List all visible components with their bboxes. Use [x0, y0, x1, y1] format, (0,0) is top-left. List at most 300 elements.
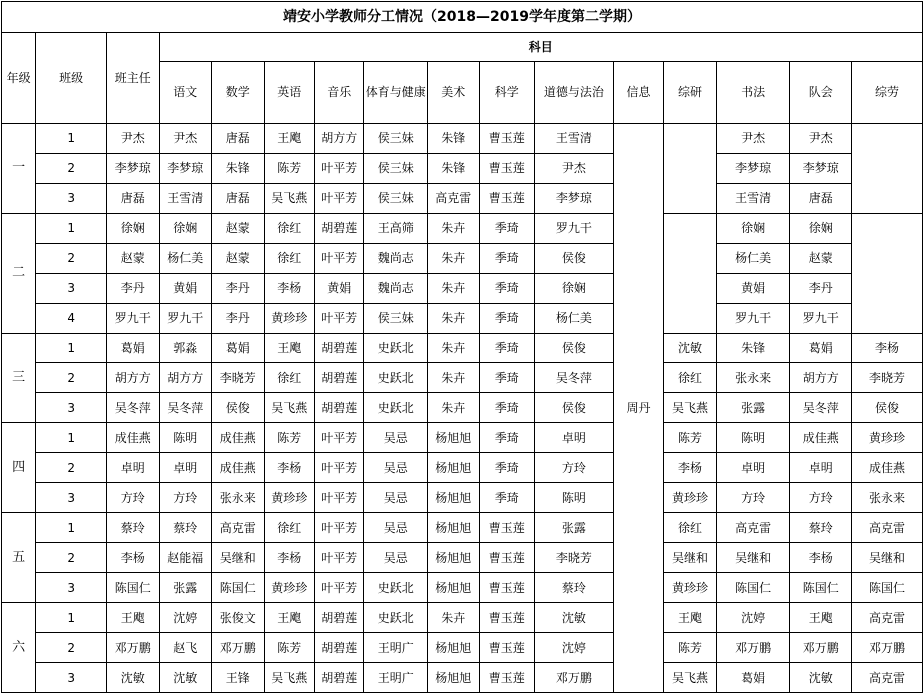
calligraphy-teacher: 李梦琼 [716, 153, 790, 183]
class-number: 1 [36, 513, 107, 543]
music-teacher: 叶平芳 [314, 183, 363, 213]
team-teacher: 唐磊 [790, 183, 852, 213]
art-teacher: 朱卉 [428, 243, 479, 273]
music-teacher: 黄娟 [314, 273, 363, 303]
art-teacher: 高克雷 [428, 183, 479, 213]
math-teacher: 葛娟 [212, 333, 265, 363]
grade-label: 一 [2, 123, 36, 213]
pe-teacher: 史跃北 [364, 363, 428, 393]
music-teacher: 胡方方 [314, 123, 363, 153]
science-teacher: 曹玉莲 [479, 513, 535, 543]
science-teacher: 曹玉莲 [479, 153, 535, 183]
pe-teacher: 侯三妹 [364, 153, 428, 183]
labor-teacher: 高克雷 [852, 663, 923, 693]
pe-teacher: 吴忌 [364, 543, 428, 573]
class-number: 2 [36, 153, 107, 183]
pe-teacher: 侯三妹 [364, 123, 428, 153]
calligraphy-teacher: 方玲 [716, 483, 790, 513]
subject-header: 科学 [479, 61, 535, 123]
pe-teacher: 王明广 [364, 663, 428, 693]
pe-teacher: 王高筛 [364, 213, 428, 243]
science-teacher: 曹玉莲 [479, 183, 535, 213]
table-row [2, 243, 923, 273]
chinese-teacher: 尹杰 [159, 123, 212, 153]
calligraphy-teacher: 张露 [716, 393, 790, 423]
chinese-teacher: 黄娟 [159, 273, 212, 303]
calligraphy-teacher: 沈婷 [716, 603, 790, 633]
research-teacher: 吴飞燕 [664, 663, 717, 693]
art-teacher: 朱卉 [428, 213, 479, 243]
class-number: 3 [36, 573, 107, 603]
head-teacher: 李丹 [107, 273, 160, 303]
calligraphy-teacher: 陈明 [716, 423, 790, 453]
math-teacher: 张永来 [212, 483, 265, 513]
head-teacher: 赵蒙 [107, 243, 160, 273]
class-number: 3 [36, 393, 107, 423]
art-teacher: 朱卉 [428, 273, 479, 303]
class-number: 3 [36, 183, 107, 213]
math-teacher: 李丹 [212, 303, 265, 333]
table-row [2, 573, 923, 603]
table-row [2, 483, 923, 513]
head-teacher: 卓明 [107, 453, 160, 483]
research-empty [664, 123, 717, 213]
pe-teacher: 吴忌 [364, 513, 428, 543]
grade-label: 二 [2, 213, 36, 333]
art-teacher: 杨旭旭 [428, 453, 479, 483]
english-teacher: 李杨 [264, 273, 314, 303]
class-number: 1 [36, 213, 107, 243]
math-teacher: 吴继和 [212, 543, 265, 573]
table-row [2, 603, 923, 633]
moral-teacher: 蔡玲 [535, 573, 614, 603]
labor-empty [852, 213, 923, 333]
header-grade: 年级 [2, 32, 36, 123]
science-teacher: 季琦 [479, 273, 535, 303]
research-teacher: 吴继和 [664, 543, 717, 573]
music-teacher: 叶平芳 [314, 453, 363, 483]
calligraphy-teacher: 陈国仁 [716, 573, 790, 603]
moral-teacher: 侯俊 [535, 333, 614, 363]
pe-teacher: 吴忌 [364, 423, 428, 453]
english-teacher: 吴飞燕 [264, 393, 314, 423]
pe-teacher: 史跃北 [364, 393, 428, 423]
science-teacher: 季琦 [479, 363, 535, 393]
calligraphy-teacher: 朱锋 [716, 333, 790, 363]
moral-teacher: 沈敏 [535, 603, 614, 633]
team-teacher: 沈敏 [790, 663, 852, 693]
team-teacher: 徐娴 [790, 213, 852, 243]
english-teacher: 黄珍珍 [264, 483, 314, 513]
music-teacher: 胡碧莲 [314, 393, 363, 423]
chinese-teacher: 赵能福 [159, 543, 212, 573]
science-teacher: 曹玉莲 [479, 603, 535, 633]
art-teacher: 朱卉 [428, 333, 479, 363]
team-teacher: 陈国仁 [790, 573, 852, 603]
subject-header: 综劳 [852, 61, 923, 123]
table-row [2, 633, 923, 663]
research-teacher: 陈芳 [664, 633, 717, 663]
chinese-teacher: 卓明 [159, 453, 212, 483]
labor-teacher: 张永来 [852, 483, 923, 513]
research-teacher: 徐红 [664, 363, 717, 393]
moral-teacher: 李晓芳 [535, 543, 614, 573]
english-teacher: 陈芳 [264, 153, 314, 183]
moral-teacher: 卓明 [535, 423, 614, 453]
research-teacher: 徐红 [664, 513, 717, 543]
subject-header: 音乐 [314, 61, 363, 123]
math-teacher: 唐磊 [212, 123, 265, 153]
table-row [2, 273, 923, 303]
research-teacher: 沈敏 [664, 333, 717, 363]
head-teacher: 陈国仁 [107, 573, 160, 603]
class-number: 2 [36, 363, 107, 393]
grade-label: 五 [2, 513, 36, 603]
chinese-teacher: 杨仁美 [159, 243, 212, 273]
math-teacher: 李晓芳 [212, 363, 265, 393]
head-teacher: 徐娴 [107, 213, 160, 243]
music-teacher: 叶平芳 [314, 543, 363, 573]
music-teacher: 胡碧莲 [314, 363, 363, 393]
research-teacher: 黄珍珍 [664, 483, 717, 513]
info-teacher: 周丹 [613, 123, 663, 692]
moral-teacher: 邓万鹏 [535, 663, 614, 693]
labor-teacher: 吴继和 [852, 543, 923, 573]
calligraphy-teacher: 葛娟 [716, 663, 790, 693]
labor-teacher: 邓万鹏 [852, 633, 923, 663]
grade-label: 三 [2, 333, 36, 423]
table-row [2, 153, 923, 183]
art-teacher: 杨旭旭 [428, 513, 479, 543]
music-teacher: 胡碧莲 [314, 213, 363, 243]
art-teacher: 杨旭旭 [428, 573, 479, 603]
head-teacher: 成佳燕 [107, 423, 160, 453]
music-teacher: 叶平芳 [314, 153, 363, 183]
moral-teacher: 侯俊 [535, 393, 614, 423]
grade-label: 四 [2, 423, 36, 513]
chinese-teacher: 方玲 [159, 483, 212, 513]
art-teacher: 朱卉 [428, 363, 479, 393]
science-teacher: 季琦 [479, 423, 535, 453]
subject-header: 英语 [264, 61, 314, 123]
chinese-teacher: 陈明 [159, 423, 212, 453]
math-teacher: 赵蒙 [212, 243, 265, 273]
class-number: 3 [36, 273, 107, 303]
pe-teacher: 吴忌 [364, 453, 428, 483]
science-teacher: 季琦 [479, 213, 535, 243]
calligraphy-teacher: 张永来 [716, 363, 790, 393]
head-teacher: 胡方方 [107, 363, 160, 393]
team-teacher: 吴冬萍 [790, 393, 852, 423]
team-teacher: 方玲 [790, 483, 852, 513]
labor-teacher: 侯俊 [852, 393, 923, 423]
class-number: 1 [36, 333, 107, 363]
table-row [2, 363, 923, 393]
header-head-teacher: 班主任 [107, 32, 160, 123]
head-teacher: 李梦琼 [107, 153, 160, 183]
art-teacher: 杨旭旭 [428, 663, 479, 693]
subject-header: 美术 [428, 61, 479, 123]
team-teacher: 罗九干 [790, 303, 852, 333]
pe-teacher: 吴忌 [364, 483, 428, 513]
music-teacher: 叶平芳 [314, 303, 363, 333]
science-teacher: 季琦 [479, 483, 535, 513]
class-number: 2 [36, 243, 107, 273]
team-teacher: 尹杰 [790, 123, 852, 153]
table-row [2, 183, 923, 213]
moral-teacher: 杨仁美 [535, 303, 614, 333]
music-teacher: 叶平芳 [314, 513, 363, 543]
science-teacher: 季琦 [479, 393, 535, 423]
team-teacher: 王飑 [790, 603, 852, 633]
science-teacher: 曹玉莲 [479, 663, 535, 693]
table-title: 靖安小学教师分工情况（2018—2019学年度第二学期） [2, 2, 923, 33]
labor-teacher: 高克雷 [852, 513, 923, 543]
english-teacher: 黄珍珍 [264, 573, 314, 603]
english-teacher: 徐红 [264, 513, 314, 543]
class-number: 3 [36, 663, 107, 693]
team-teacher: 李丹 [790, 273, 852, 303]
table-row [2, 663, 923, 693]
art-teacher: 朱卉 [428, 393, 479, 423]
art-teacher: 杨旭旭 [428, 543, 479, 573]
chinese-teacher: 沈敏 [159, 663, 212, 693]
team-teacher: 成佳燕 [790, 423, 852, 453]
pe-teacher: 史跃北 [364, 573, 428, 603]
labor-teacher: 黄珍珍 [852, 423, 923, 453]
labor-teacher: 李杨 [852, 333, 923, 363]
class-number: 2 [36, 453, 107, 483]
science-teacher: 季琦 [479, 453, 535, 483]
calligraphy-teacher: 杨仁美 [716, 243, 790, 273]
english-teacher: 吴飞燕 [264, 183, 314, 213]
head-teacher: 罗九干 [107, 303, 160, 333]
english-teacher: 陈芳 [264, 423, 314, 453]
head-teacher: 吴冬萍 [107, 393, 160, 423]
music-teacher: 胡碧莲 [314, 633, 363, 663]
labor-teacher: 陈国仁 [852, 573, 923, 603]
art-teacher: 杨旭旭 [428, 483, 479, 513]
pe-teacher: 侯三妹 [364, 303, 428, 333]
subject-header: 数学 [212, 61, 265, 123]
calligraphy-teacher: 吴继和 [716, 543, 790, 573]
class-number: 4 [36, 303, 107, 333]
head-teacher: 李杨 [107, 543, 160, 573]
chinese-teacher: 胡方方 [159, 363, 212, 393]
team-teacher: 蔡玲 [790, 513, 852, 543]
science-teacher: 季琦 [479, 243, 535, 273]
table-row [2, 423, 923, 453]
team-teacher: 李梦琼 [790, 153, 852, 183]
chinese-teacher: 赵飞 [159, 633, 212, 663]
head-teacher: 尹杰 [107, 123, 160, 153]
subject-header: 信息 [613, 61, 663, 123]
moral-teacher: 方玲 [535, 453, 614, 483]
class-number: 2 [36, 633, 107, 663]
moral-teacher: 王雪清 [535, 123, 614, 153]
math-teacher: 唐磊 [212, 183, 265, 213]
calligraphy-teacher: 王雪清 [716, 183, 790, 213]
english-teacher: 徐红 [264, 363, 314, 393]
header-subjects-group: 科目 [159, 32, 923, 61]
head-teacher: 唐磊 [107, 183, 160, 213]
table-row [2, 513, 923, 543]
pe-teacher: 王明广 [364, 633, 428, 663]
header-class: 班级 [36, 32, 107, 123]
science-teacher: 曹玉莲 [479, 633, 535, 663]
moral-teacher: 侯俊 [535, 243, 614, 273]
table-row [2, 393, 923, 423]
english-teacher: 李杨 [264, 453, 314, 483]
english-teacher: 陈芳 [264, 633, 314, 663]
art-teacher: 杨旭旭 [428, 423, 479, 453]
english-teacher: 王飑 [264, 603, 314, 633]
research-teacher: 陈芳 [664, 423, 717, 453]
research-teacher: 黄珍珍 [664, 573, 717, 603]
english-teacher: 李杨 [264, 543, 314, 573]
chinese-teacher: 李梦琼 [159, 153, 212, 183]
team-teacher: 葛娟 [790, 333, 852, 363]
music-teacher: 叶平芳 [314, 243, 363, 273]
chinese-teacher: 郭淼 [159, 333, 212, 363]
math-teacher: 李丹 [212, 273, 265, 303]
pe-teacher: 侯三妹 [364, 183, 428, 213]
math-teacher: 张俊文 [212, 603, 265, 633]
science-teacher: 曹玉莲 [479, 573, 535, 603]
head-teacher: 葛娟 [107, 333, 160, 363]
english-teacher: 黄珍珍 [264, 303, 314, 333]
subject-header: 队会 [790, 61, 852, 123]
pe-teacher: 魏尚志 [364, 273, 428, 303]
chinese-teacher: 蔡玲 [159, 513, 212, 543]
moral-teacher: 沈婷 [535, 633, 614, 663]
grade-label: 六 [2, 603, 36, 693]
english-teacher: 徐红 [264, 243, 314, 273]
moral-teacher: 尹杰 [535, 153, 614, 183]
subject-header: 语文 [159, 61, 212, 123]
table-row [2, 333, 923, 363]
calligraphy-teacher: 徐娴 [716, 213, 790, 243]
art-teacher: 朱卉 [428, 603, 479, 633]
head-teacher: 邓万鹏 [107, 633, 160, 663]
music-teacher: 胡碧莲 [314, 603, 363, 633]
music-teacher: 叶平芳 [314, 573, 363, 603]
calligraphy-teacher: 卓明 [716, 453, 790, 483]
math-teacher: 成佳燕 [212, 423, 265, 453]
team-teacher: 卓明 [790, 453, 852, 483]
science-teacher: 季琦 [479, 303, 535, 333]
team-teacher: 李杨 [790, 543, 852, 573]
research-teacher: 王飑 [664, 603, 717, 633]
moral-teacher: 罗九干 [535, 213, 614, 243]
math-teacher: 陈国仁 [212, 573, 265, 603]
math-teacher: 王锋 [212, 663, 265, 693]
subject-header: 书法 [716, 61, 790, 123]
subject-header: 道德与法治 [535, 61, 614, 123]
head-teacher: 王飑 [107, 603, 160, 633]
calligraphy-teacher: 高克雷 [716, 513, 790, 543]
english-teacher: 吴飞燕 [264, 663, 314, 693]
science-teacher: 曹玉莲 [479, 543, 535, 573]
chinese-teacher: 张露 [159, 573, 212, 603]
math-teacher: 邓万鹏 [212, 633, 265, 663]
art-teacher: 杨旭旭 [428, 633, 479, 663]
labor-teacher: 高克雷 [852, 603, 923, 633]
english-teacher: 王飑 [264, 123, 314, 153]
moral-teacher: 李梦琼 [535, 183, 614, 213]
chinese-teacher: 徐娴 [159, 213, 212, 243]
research-teacher: 吴飞燕 [664, 393, 717, 423]
chinese-teacher: 吴冬萍 [159, 393, 212, 423]
teacher-assignment-table [1, 1, 923, 693]
chinese-teacher: 罗九干 [159, 303, 212, 333]
art-teacher: 朱卉 [428, 303, 479, 333]
moral-teacher: 吴冬萍 [535, 363, 614, 393]
chinese-teacher: 王雪清 [159, 183, 212, 213]
moral-teacher: 徐娴 [535, 273, 614, 303]
head-teacher: 沈敏 [107, 663, 160, 693]
table-row [2, 453, 923, 483]
science-teacher: 曹玉莲 [479, 123, 535, 153]
math-teacher: 朱锋 [212, 153, 265, 183]
research-empty [664, 213, 717, 333]
team-teacher: 赵蒙 [790, 243, 852, 273]
art-teacher: 朱锋 [428, 123, 479, 153]
chinese-teacher: 沈婷 [159, 603, 212, 633]
labor-empty [852, 123, 923, 213]
music-teacher: 叶平芳 [314, 483, 363, 513]
pe-teacher: 魏尚志 [364, 243, 428, 273]
math-teacher: 高克雷 [212, 513, 265, 543]
head-teacher: 蔡玲 [107, 513, 160, 543]
math-teacher: 成佳燕 [212, 453, 265, 483]
calligraphy-teacher: 邓万鹏 [716, 633, 790, 663]
english-teacher: 徐红 [264, 213, 314, 243]
music-teacher: 胡碧莲 [314, 333, 363, 363]
research-teacher: 李杨 [664, 453, 717, 483]
head-teacher: 方玲 [107, 483, 160, 513]
class-number: 1 [36, 123, 107, 153]
table-row [2, 123, 923, 153]
calligraphy-teacher: 罗九干 [716, 303, 790, 333]
pe-teacher: 史跃北 [364, 603, 428, 633]
table-row [2, 543, 923, 573]
pe-teacher: 史跃北 [364, 333, 428, 363]
moral-teacher: 张露 [535, 513, 614, 543]
team-teacher: 胡方方 [790, 363, 852, 393]
subject-header: 体育与健康 [364, 61, 428, 123]
labor-teacher: 成佳燕 [852, 453, 923, 483]
science-teacher: 季琦 [479, 333, 535, 363]
table-row [2, 303, 923, 333]
class-number: 1 [36, 423, 107, 453]
table-row [2, 213, 923, 243]
class-number: 2 [36, 543, 107, 573]
subject-header: 综研 [664, 61, 717, 123]
art-teacher: 朱锋 [428, 153, 479, 183]
english-teacher: 王飑 [264, 333, 314, 363]
calligraphy-teacher: 尹杰 [716, 123, 790, 153]
music-teacher: 胡碧莲 [314, 663, 363, 693]
calligraphy-teacher: 黄娟 [716, 273, 790, 303]
math-teacher: 赵蒙 [212, 213, 265, 243]
class-number: 3 [36, 483, 107, 513]
team-teacher: 邓万鹏 [790, 633, 852, 663]
class-number: 1 [36, 603, 107, 633]
music-teacher: 叶平芳 [314, 423, 363, 453]
math-teacher: 侯俊 [212, 393, 265, 423]
labor-teacher: 李晓芳 [852, 363, 923, 393]
